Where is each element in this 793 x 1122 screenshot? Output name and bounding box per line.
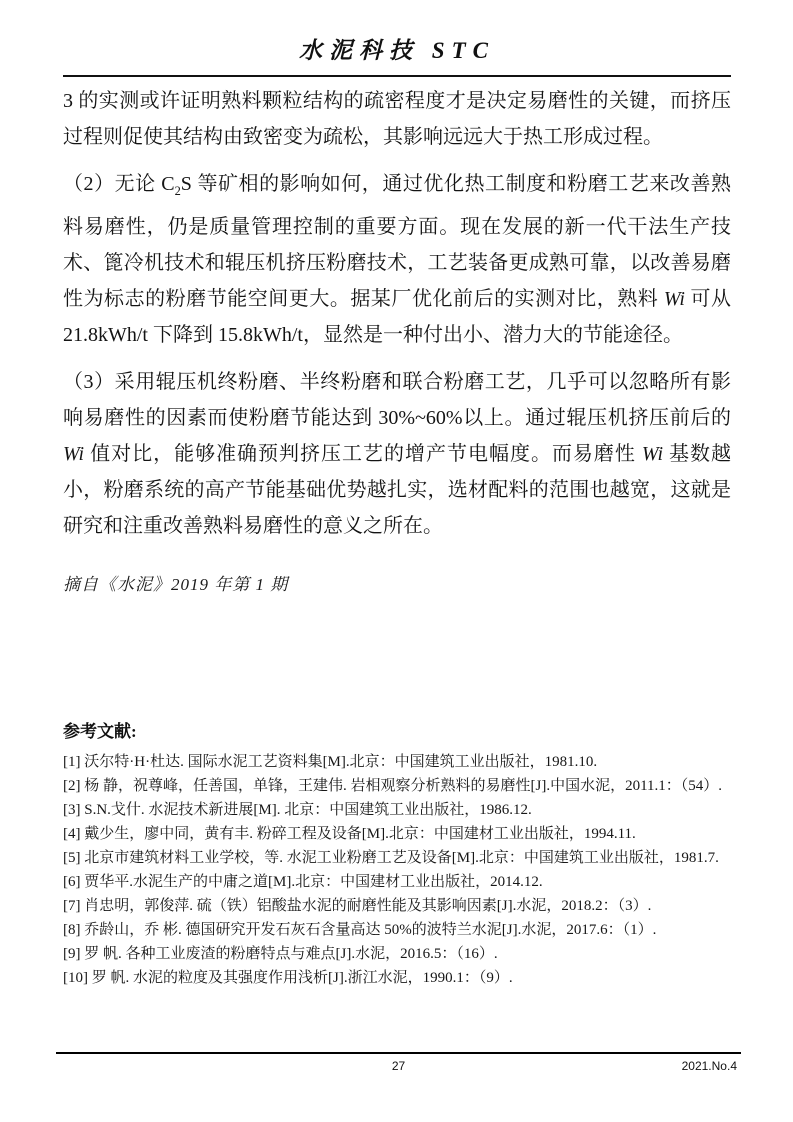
reference-item-9: [9] 罗 帆. 各种工业废渣的粉磨特点与难点[J].水泥，2016.5：（16）. (63, 946, 498, 962)
reference-item-10: [10] 罗 帆. 水泥的粒度及其强度作用浅析[J].浙江水泥，1990.1：（9）. (63, 970, 513, 986)
masthead (63, 0, 731, 77)
header-rule (63, 75, 731, 77)
reference-item-3: [3] S.N.戈什. 水泥技术新进展[M]. 北京：中国建筑工业出版社，1986.12. (63, 802, 532, 818)
reference-item-5: [5] 北京市建筑材料工业学校，等. 水泥工业粉磨工艺及设备[M].北京：中国建筑工业出版社，1981.7. (63, 850, 719, 866)
reference-item-2: [2] 杨 静，祝尊峰，任善国，单锋，王建伟. 岩相观察分析熟料的易磨性[J].中国水泥，2011.1：（54）. (63, 778, 723, 794)
references-section (63, 717, 731, 990)
reference-item-6: [6] 贾华平.水泥生产的中庸之道[M].北京：中国建材工业出版社，2014.12. (63, 874, 543, 890)
reference-item-8: [8] 乔龄山，乔 彬. 德国研究开发石灰石含量高达 50%的波特兰水泥[J].水泥，2017.6：（1）. (63, 922, 657, 938)
page-number: 27 (391, 1059, 406, 1073)
body-paragraph-3: （3）采用辊压机终粉磨、半终粉磨和联合粉磨工艺，几乎可以忽略所有影响易磨性的因素而使粉磨节能达到 30%~60%以上。通过辊压机挤压前后的 Wi 值对比，能够准确预判挤压工艺的增产节电幅度。而易磨性 Wi 基数越小，粉磨系统的高产节能基础优势越扎实，选材配料的范围也越宽，这就是研究和注重改善熟料易磨性的意义之所在。 (63, 371, 732, 537)
body-paragraph-1: 3 的实测或许证明熟料颗粒结构的疏密程度才是决定易磨性的关键，而挤压过程则促使其结构由致密变为疏松，其影响远远大于热工形成过程。 (63, 90, 731, 148)
body-paragraph-2: （2）无论 $C_2S$ 等矿相的影响如何，通过优化热工制度和粉磨工艺来改善熟料易磨性，仍是质量管理控制的重要方面。现在发展的新一代干法生产技术、篦冷机技术和辊压机挤压粉磨技术，工艺装备更成熟可靠，以改善易磨性为标志的粉磨节能空间更大。据某厂优化前后的实测对比，熟料 Wi 可从 21.8kWh/t 下降到 15.8kWh/t，显然是一种付出小、潜力大的节能途径。 (63, 173, 732, 346)
reference-item-4: [4] 戴少生，廖中同，黄有丰. 粉碎工程及设备[M].北京：中国建材工业出版社，1994.11. (63, 826, 636, 842)
issue-label: 2021.No.4 (681, 1059, 737, 1073)
reference-item-1: [1] 沃尔特·H·杜达. 国际水泥工艺资料集[M].北京：中国建筑工业出版社，1981.10. (63, 754, 598, 770)
reference-item-7: [7] 肖忠明，郭俊萍. 硫（铁）铝酸盐水泥的耐磨性能及其影响因素[J].水泥，2018.2：（3）. (63, 898, 652, 914)
article-body (63, 83, 731, 595)
source-note: 摘自《水泥》2019 年第 1 期 (63, 575, 289, 594)
references-heading: 参考文献: (63, 722, 137, 741)
journal-title: 水泥科技 STC (299, 38, 495, 63)
page-footer (56, 1052, 741, 1073)
